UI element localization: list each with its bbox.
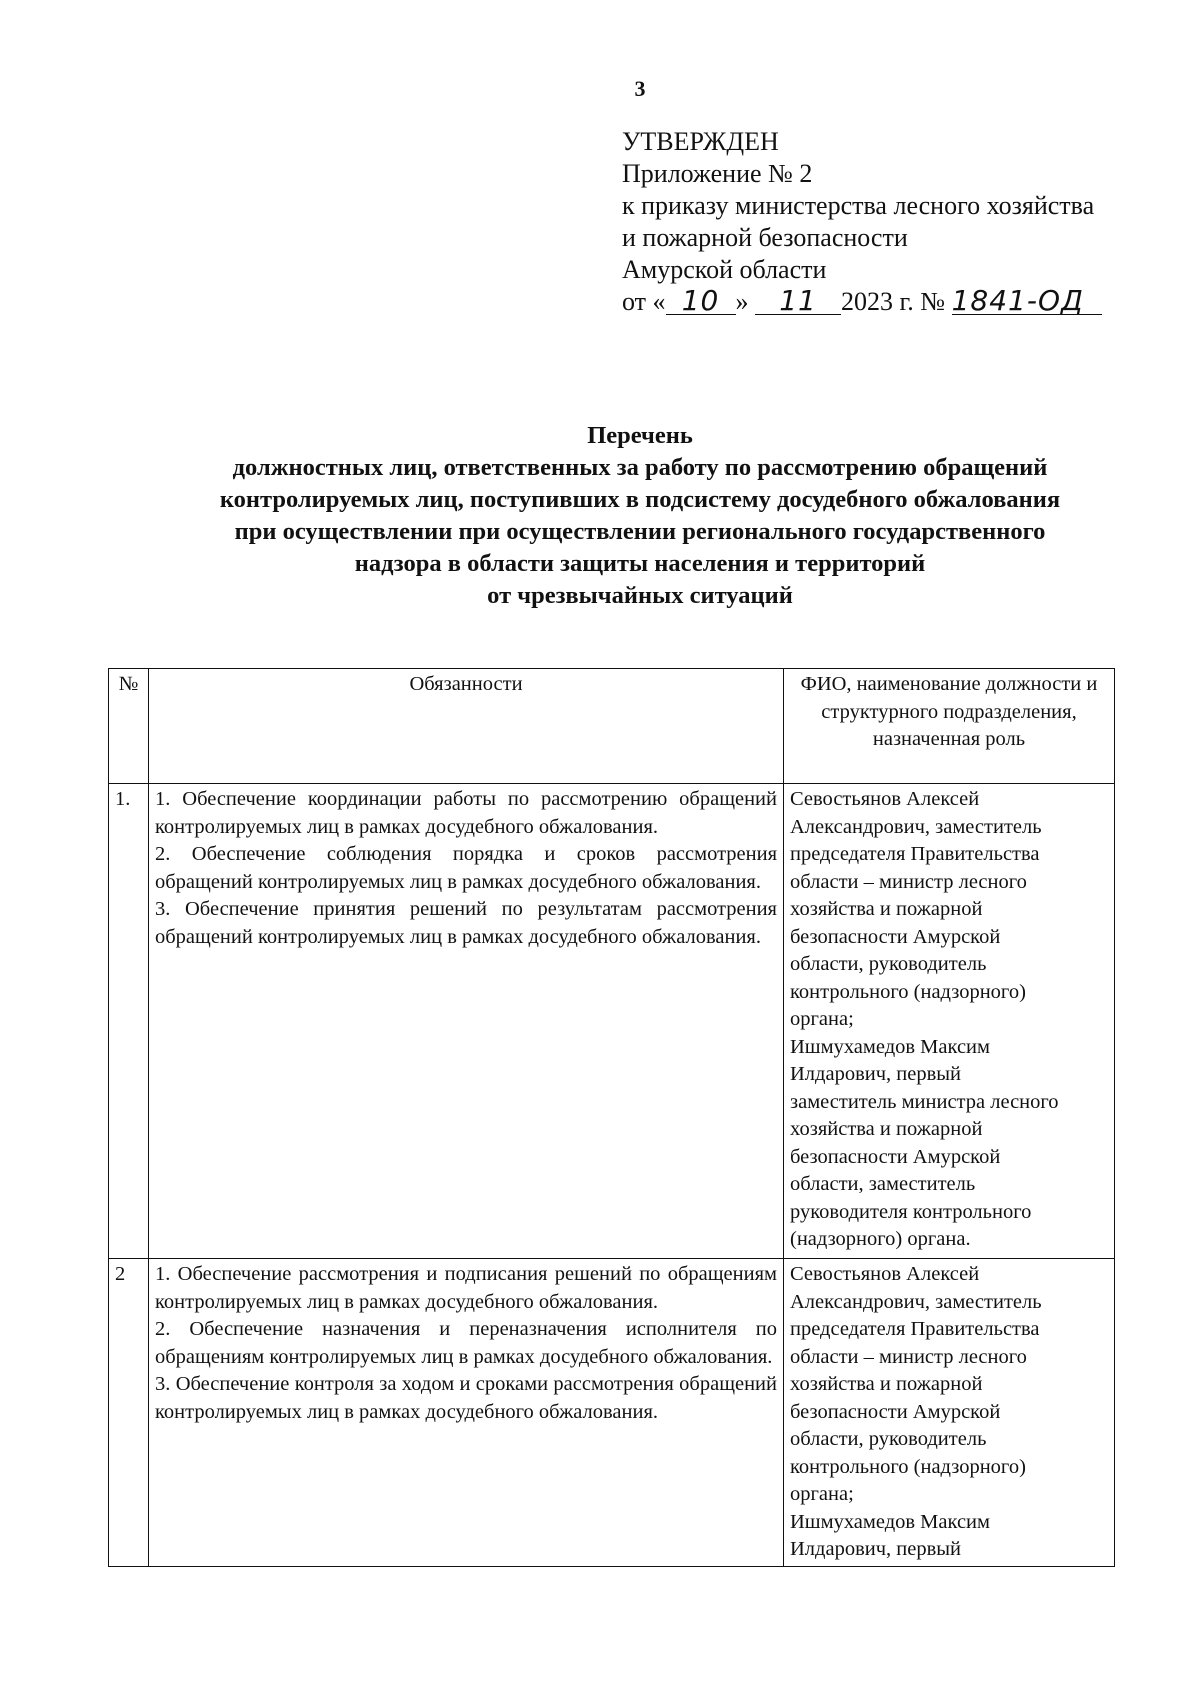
row-duties — [149, 784, 784, 1259]
title-line-4: при осуществлении при осуществлении регионального государственного — [234, 518, 1046, 545]
approval-region: Амурской области — [622, 255, 827, 284]
responsible-line: безопасности Амурской — [790, 1145, 1001, 1168]
title-line-3: контролируемых лиц, поступивших в подсистему досудебного обжалования — [219, 486, 1061, 513]
title-line-2: должностных лиц, ответственных за работу по рассмотрению обращений — [232, 454, 1048, 481]
title-line-5: надзора в области защиты населения и территорий — [354, 550, 926, 577]
row-number: 2 — [109, 1259, 149, 1567]
header-responsible: ФИО, наименование должности и структурного подразделения, назначенная роль — [784, 669, 1115, 784]
responsible-line: области, руководитель — [790, 1428, 987, 1450]
document-title — [120, 420, 1160, 612]
responsible-line: Илдарович, первый — [790, 1538, 962, 1560]
responsible-line: заместитель министра лесного — [790, 1090, 1059, 1113]
duty-item: 2. Обеспечение назначения и переназначения исполнителя по обращениям контролируемых лиц в рамках досудебного обжалования. — [155, 1318, 777, 1368]
approval-date-line — [622, 286, 1182, 318]
page-number: 3 — [634, 76, 646, 101]
responsible-line: руководителя контрольного — [790, 1200, 1032, 1223]
responsible-line: Севостьянов Алексей — [790, 1263, 980, 1285]
responsible-line: хозяйства и пожарной — [790, 1118, 983, 1140]
date-year: 2023 г. № — [841, 287, 946, 316]
table-header-row — [109, 669, 1115, 784]
approval-block — [622, 126, 1182, 318]
title-line-6: от чрезвычайных ситуаций — [487, 582, 793, 609]
date-day-handwritten: 10 — [666, 288, 736, 315]
responsible-line: органа; — [790, 1008, 854, 1030]
responsible-line: области – министр лесного — [790, 870, 1027, 893]
responsible-line: председателя Правительства — [790, 843, 1040, 865]
table-row — [109, 784, 1115, 1259]
header-duties: Обязанности — [149, 669, 784, 784]
responsible-line: области, руководитель — [790, 953, 987, 975]
responsible-line: области, заместитель — [790, 1173, 976, 1195]
responsible-line: Ишмухамедов Максим — [790, 1510, 990, 1533]
responsible-line: безопасности Амурской — [790, 925, 1001, 948]
responsible-line: (надзорного) органа. — [790, 1228, 971, 1250]
responsible-line: хозяйства и пожарной — [790, 1373, 983, 1395]
responsible-line: Александрович, заместитель — [790, 815, 1042, 838]
duty-item: 3. Обеспечение контроля за ходом и сроками рассмотрения обращений контролируемых лиц в рамках досудебного обжалования. — [155, 1373, 777, 1423]
duty-item: 1. Обеспечение рассмотрения и подписания решений по обращениям контролируемых лиц в рамках досудебного обжалования. — [155, 1263, 777, 1313]
approval-order-line-1: к приказу министерства лесного хозяйства — [622, 191, 1095, 220]
order-number-handwritten: 1841-ОД — [952, 288, 1102, 315]
responsibilities-table — [108, 668, 1115, 1567]
approval-appendix-label: Приложение № 2 — [622, 159, 813, 188]
responsible-line: Севостьянов Алексей — [790, 788, 980, 810]
header-number: № — [109, 669, 149, 784]
row-responsible — [784, 784, 1115, 1259]
date-month-handwritten: 11 — [755, 288, 841, 315]
approval-order-line-2: и пожарной безопасности — [622, 223, 908, 252]
table-row — [109, 1259, 1115, 1567]
responsible-line: Ишмухамедов Максим — [790, 1035, 990, 1058]
duty-item: 1. Обеспечение координации работы по рассмотрению обращений контролируемых лиц в рамках досудебного обжалования. — [155, 788, 777, 838]
responsible-line: области – министр лесного — [790, 1345, 1027, 1368]
duty-item: 2. Обеспечение соблюдения порядка и сроков рассмотрения обращений контролируемых лиц в рамках досудебного обжалования. — [155, 843, 777, 893]
responsible-line: хозяйства и пожарной — [790, 898, 983, 920]
row-responsible — [784, 1259, 1115, 1567]
duty-item: 3. Обеспечение принятия решений по результатам рассмотрения обращений контролируемых лиц в рамках досудебного обжалования. — [155, 898, 777, 948]
title-line-1: Перечень — [587, 422, 693, 449]
approval-stamp-heading: УТВЕРЖДЕН — [622, 127, 779, 156]
row-number: 1. — [109, 784, 149, 1259]
responsible-line: Илдарович, первый — [790, 1063, 962, 1085]
row-duties — [149, 1259, 784, 1567]
responsible-line: председателя Правительства — [790, 1318, 1040, 1340]
responsible-line: безопасности Амурской — [790, 1400, 1001, 1423]
responsible-line: органа; — [790, 1483, 854, 1505]
responsible-line: контрольного (надзорного) — [790, 1455, 1026, 1478]
date-mid: » — [735, 287, 749, 316]
date-prefix: от « — [622, 287, 666, 316]
responsible-line: контрольного (надзорного) — [790, 980, 1026, 1003]
responsible-line: Александрович, заместитель — [790, 1290, 1042, 1313]
